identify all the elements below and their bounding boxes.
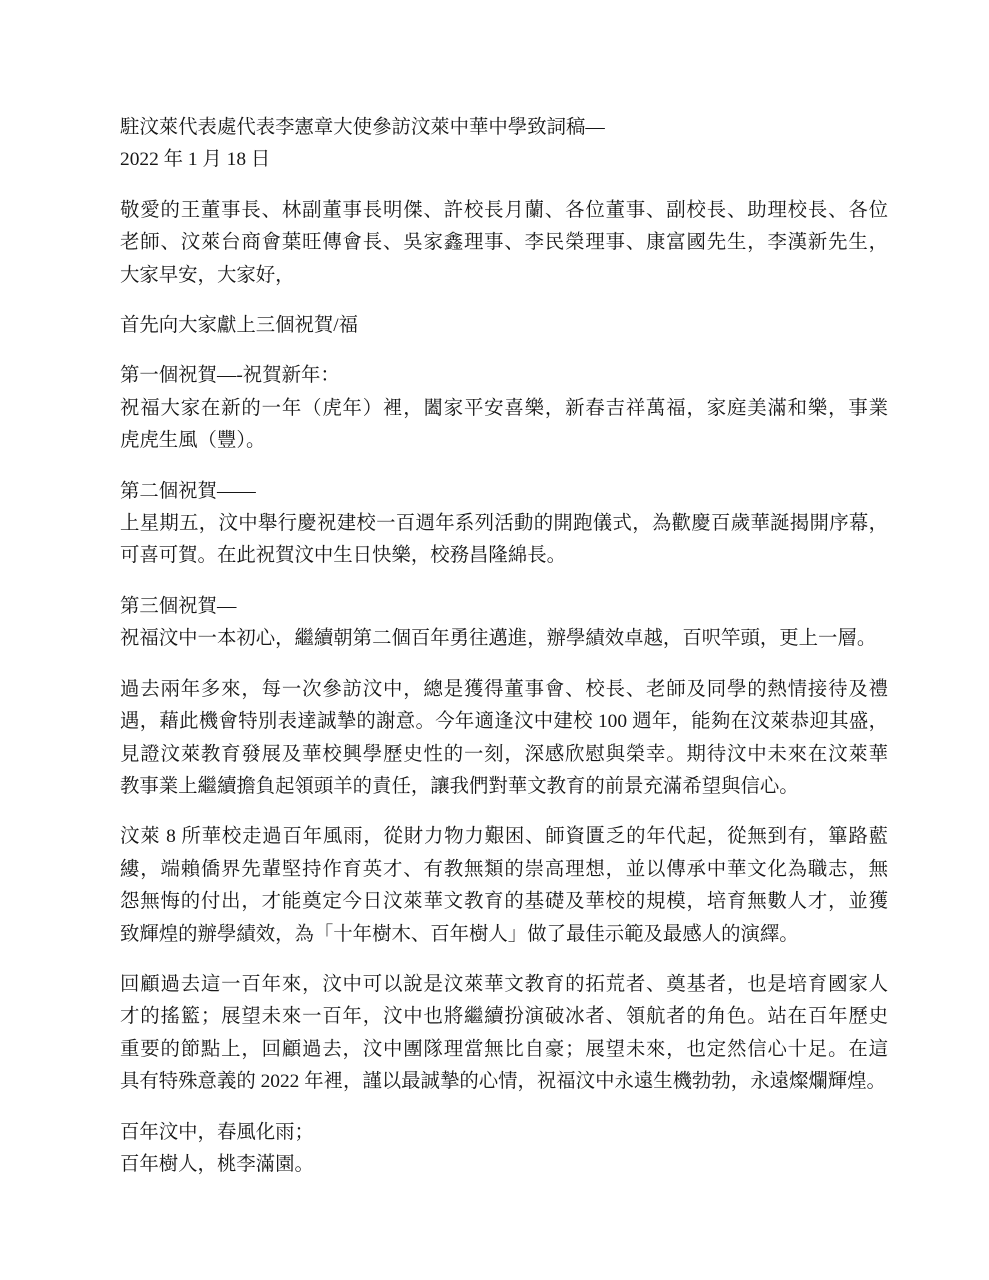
congratulation-3 bbox=[120, 591, 888, 656]
closing-couplet bbox=[120, 1117, 888, 1182]
text-line: 駐汶萊代表處代表李憲章大使參訪汶萊中華中學致詞稿— bbox=[120, 117, 605, 138]
document-body bbox=[120, 112, 888, 1181]
text-line: 第一個祝賀—-祝賀新年： bbox=[120, 365, 340, 387]
text-line: 老師、汶萊台商會葉旺傳會長、吳家鑫理事、李民榮理事、康富國先生，李漢新先生， bbox=[120, 232, 888, 254]
retrospect bbox=[120, 969, 888, 1099]
salutation bbox=[120, 195, 888, 292]
text-line: 教事業上繼續擔負起領頭羊的責任，讓我們對華文教育的前景充滿希望與信心。 bbox=[120, 775, 799, 797]
text-line: 祝福汶中一本初心，繼續朝第二個百年勇往邁進，辦學績效卓越，百呎竿頭，更上一層。 bbox=[120, 628, 877, 650]
text-line: 百年汶中，春風化雨； bbox=[120, 1121, 314, 1143]
text-line: 具有特殊意義的 2022 年裡，謹以最誠摯的心情，祝福汶中永遠生機勃勃，永遠燦爛輝煌。 bbox=[120, 1071, 886, 1093]
title-block bbox=[120, 112, 888, 177]
text-line: 汶萊 8 所華校走過百年風雨，從財力物力艱困、師資匱乏的年代起，從無到有，篳路藍 bbox=[120, 826, 888, 848]
text-line: 過去兩年多來，每一次參訪汶中，總是獲得董事會、校長、老師及同學的熱情接待及禮 bbox=[120, 678, 888, 700]
text-line: 怨無悔的付出，才能奠定今日汶萊華文教育的基礎及華校的規模，培育無數人才，並獲 bbox=[120, 891, 888, 913]
text-line: 致輝煌的辦學績效，為「十年樹木、百年樹人」做了最佳示範及最感人的演繹。 bbox=[120, 923, 799, 945]
text-line: 回顧過去這一百年來，汶中可以說是汶萊華文教育的拓荒者、奠基者，也是培育國家人 bbox=[120, 973, 888, 995]
text-line: 大家早安，大家好， bbox=[120, 264, 295, 286]
text-line: 重要的節點上，回顧過去，汶中團隊理當無比自豪；展望未來，也定然信心十足。在這 bbox=[120, 1038, 888, 1060]
intro bbox=[120, 310, 888, 342]
history bbox=[120, 821, 888, 951]
text-line: 第二個祝賀—— bbox=[120, 480, 256, 502]
text-line: 2022 年 1 月 18 日 bbox=[120, 149, 271, 171]
text-line: 祝福大家在新的一年（虎年）裡，闔家平安喜樂，新春吉祥萬福，家庭美滿和樂，事業 bbox=[120, 397, 888, 419]
text-line: 可喜可賀。在此祝賀汶中生日快樂，校務昌隆綿長。 bbox=[120, 545, 566, 567]
gratitude bbox=[120, 674, 888, 804]
text-line: 第三個祝賀— bbox=[120, 595, 237, 617]
text-line: 百年樹人，桃李滿園。 bbox=[120, 1153, 314, 1175]
text-line: 敬愛的王董事長、林副董事長明傑、許校長月蘭、各位董事、副校長、助理校長、各位 bbox=[120, 199, 888, 221]
text-line: 首先向大家獻上三個祝賀/福 bbox=[120, 315, 359, 337]
text-line: 見證汶萊教育發展及華校興學歷史性的一刻，深感欣慰與榮幸。期待汶中未來在汶萊華 bbox=[120, 743, 888, 765]
text-line: 遇，藉此機會特別表達誠摯的謝意。今年適逢汶中建校 100 週年，能夠在汶萊恭迎其盛， bbox=[120, 711, 888, 733]
text-line: 才的搖籃；展望未來一百年，汶中也將繼續扮演破冰者、領航者的角色。站在百年歷史 bbox=[120, 1006, 888, 1028]
text-line: 虎虎生風（豐）。 bbox=[120, 430, 266, 452]
text-line: 上星期五，汶中舉行慶祝建校一百週年系列活動的開跑儀式，為歡慶百歲華誕揭開序幕， bbox=[120, 513, 888, 535]
text-line: 縷，端賴僑界先輩堅持作育英才、有教無類的崇高理想，並以傳承中華文化為職志，無 bbox=[120, 858, 888, 880]
congratulation-2 bbox=[120, 476, 888, 573]
congratulation-1 bbox=[120, 360, 888, 457]
